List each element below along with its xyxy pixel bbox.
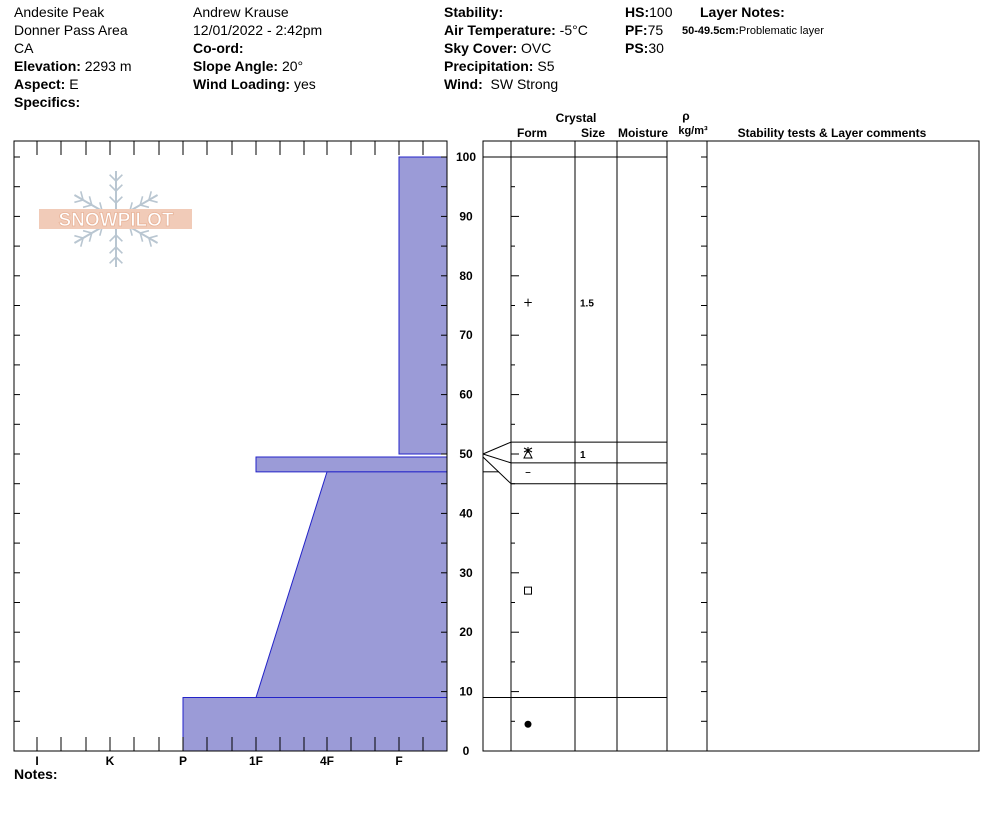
grain-size-label: 1 [580, 450, 586, 461]
height-axis-labels [456, 150, 476, 758]
layer-table-frame [483, 141, 979, 751]
air-temp-label: Air Temperature: [444, 22, 556, 38]
layer-note-range: 50-49.5cm: [682, 25, 739, 37]
hardness-label: 1F [248, 754, 264, 768]
pf-value: 75 [647, 22, 664, 38]
layer-connector [483, 457, 511, 484]
logo-text: SNOWPILOT [58, 210, 174, 231]
observation-datetime: 12/01/2022 - 2:42pm [193, 22, 323, 38]
hardness-layer-bar [399, 157, 447, 454]
elevation-value: 2293 m [84, 58, 132, 74]
precip-label: Precipitation: [444, 58, 534, 74]
header-crystal: Crystal [555, 111, 597, 125]
hardness-label: 4F [319, 754, 335, 768]
layer-note-text: Problematic layer [738, 25, 824, 37]
grain-size-label: 1.5 [580, 298, 594, 310]
elevation-label: Elevation: [14, 58, 81, 74]
height-label: 70 [459, 328, 473, 343]
height-label: 30 [459, 565, 473, 580]
layer-connector [483, 442, 511, 454]
hardness-label: P [178, 754, 188, 768]
grain-form-symbol: + [522, 295, 534, 310]
height-label: 100 [455, 150, 477, 164]
air-temp-value: -5°C [559, 22, 588, 38]
layer-table-grid [511, 141, 707, 751]
hardness-label: F [395, 754, 403, 768]
hardness-axis-labels [35, 754, 402, 768]
layer-table-headers [517, 109, 927, 140]
hardness-label: I [35, 754, 39, 768]
slope-label: Slope Angle: [193, 58, 279, 74]
hardness-layer-bar [256, 457, 447, 472]
header-density-unit: kg/m³ [678, 125, 708, 137]
header-form: Form [517, 126, 547, 140]
snowflake-branch [83, 205, 92, 207]
hardness-profile [183, 157, 447, 751]
wind-value: SW Strong [490, 76, 559, 92]
hardness-label: K [105, 754, 115, 768]
height-label: 20 [459, 625, 473, 640]
height-label: 90 [459, 209, 473, 224]
layer-notes-label: Layer Notes: [700, 4, 785, 20]
stability-label: Stability: [444, 4, 504, 20]
area-name: Donner Pass Area [14, 22, 128, 38]
height-label: 60 [459, 387, 473, 402]
ps-value: 30 [648, 40, 664, 56]
header-stability-comments: Stability tests & Layer comments [737, 126, 927, 140]
hardness-layer-bar [256, 472, 447, 698]
height-label: 40 [459, 506, 473, 521]
header-size: Size [580, 126, 606, 140]
wind-loading-label: Wind Loading: [193, 76, 291, 92]
grain-symbols [523, 296, 594, 728]
grain-melt-form-icon [525, 721, 532, 728]
height-label: 50 [459, 447, 473, 461]
snowflake-branch [140, 231, 149, 233]
hs-label: HS: [625, 4, 650, 20]
snowflake-branch [74, 200, 83, 202]
sky-cover-label: Sky Cover: [444, 40, 518, 56]
height-label: 10 [459, 684, 473, 699]
snowflake-branch [83, 231, 92, 233]
sky-cover-value: OVC [521, 40, 552, 56]
header-moisture: Moisture [617, 126, 669, 140]
header-rho: ρ [682, 109, 690, 123]
height-label: 0 [462, 744, 470, 758]
observer-name: Andrew Krause [193, 4, 289, 20]
aspect-value: E [69, 76, 79, 92]
pf-label: PF: [625, 22, 648, 38]
state-name: CA [14, 40, 34, 56]
coord-label: Co-ord: [193, 40, 244, 56]
ps-label: PS: [625, 40, 649, 56]
snowflake-branch [149, 200, 158, 202]
snowflake-branch [140, 205, 149, 207]
precip-value: S5 [537, 58, 555, 74]
specifics-label: Specifics: [14, 94, 81, 110]
slope-value: 20° [281, 58, 304, 74]
wind-loading-value: yes [293, 76, 316, 92]
wind-label: Wind: [444, 76, 483, 92]
grain-facet-icon [525, 587, 532, 594]
hardness-layer-bar [183, 698, 447, 751]
location-name: Andesite Peak [14, 4, 105, 20]
snowflake-branch [74, 236, 83, 238]
snowflake-branch [149, 236, 158, 238]
hs-value: 100 [649, 4, 673, 20]
grain-form-symbol: – [525, 464, 531, 479]
height-label: 80 [459, 268, 473, 283]
snowpilot-logo [39, 171, 192, 267]
notes-label: Notes: [14, 766, 58, 782]
aspect-label: Aspect: [14, 76, 66, 92]
